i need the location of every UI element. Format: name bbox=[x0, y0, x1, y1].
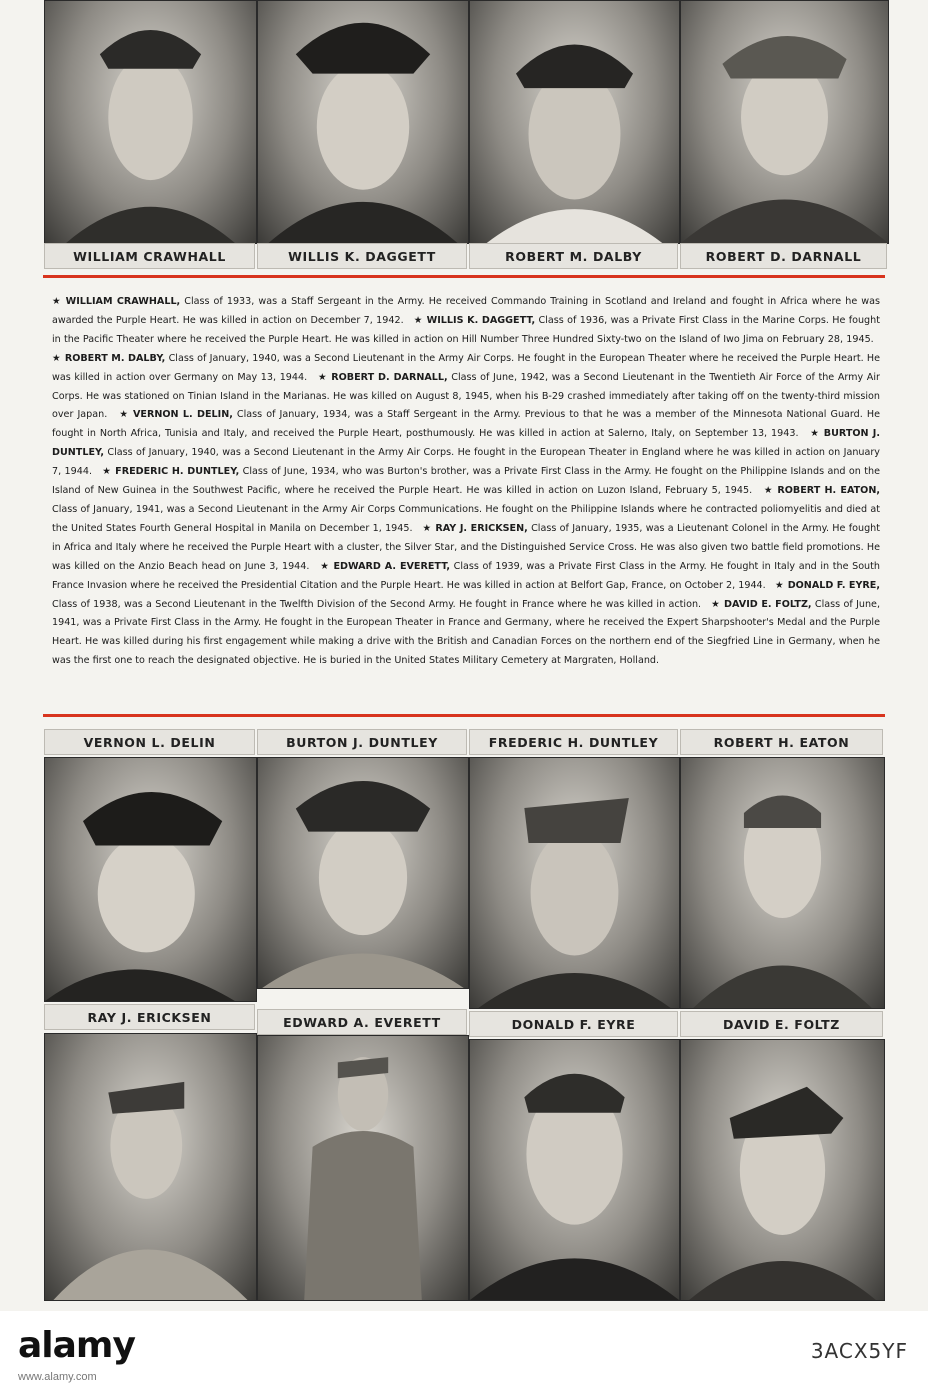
image-code: 3ACX5YF bbox=[810, 1339, 908, 1363]
divider-rule bbox=[43, 714, 885, 717]
portrait-photo bbox=[257, 757, 469, 989]
star-icon: ★ bbox=[102, 466, 112, 478]
portrait-caption: DONALD F. EYRE bbox=[469, 1011, 678, 1037]
stock-logo: alamy bbox=[18, 1325, 135, 1366]
bio-text: Class of 1936, was a Private First Class in the Marine Corps. He fought in the Pacific Theater where he received the Purple Heart. He was killed in action on Hill Number Three Hundred Sixty-two on the Island of Iwo Jima on February 28, 1945. bbox=[52, 314, 880, 345]
bio-text: Class of January, 1940, was a Second Lieutenant in the Army Air Corps. He fought in the European Theater in England where he was killed in action on January 7, 1944. bbox=[52, 447, 880, 478]
stock-url: www.alamy.com bbox=[18, 1371, 97, 1383]
portrait-photo bbox=[257, 0, 469, 244]
portrait-photo bbox=[680, 757, 885, 1009]
bio-text: Class of January, 1935, was a Lieutenant Colonel in the Army. He fought in Africa and Italy where he received the Purple Heart with a cluster, the Silver Star, and the Distinguished Service Cross. He was also given two battle field promotions. He was killed on the Anzio Beach head on June 3, 1944. bbox=[52, 522, 881, 572]
portrait-photo bbox=[44, 1033, 257, 1301]
portrait-caption: ROBERT D. DARNALL bbox=[680, 243, 887, 269]
bio-text: Class of 1933, was a Staff Sergeant in the Army. He received Commando Training in Scotland and Ireland and fought in Africa where he was awarded the Purple Heart. He was killed in action on December 7, 1942. bbox=[52, 296, 880, 326]
star-icon: ★ bbox=[52, 352, 61, 364]
bio-text: Class of June, 1941, was a Private First Class in the Army. He fought in the European Theater in France and Germany, where he received the Expert Sharpshooter's Medal and the Purple Heart. He was killed during his first engagement while making a drive with the British and Canadian Forces on the northern end of the Siegfried Line in Germany, when he was the first one to reach the designated objective. He is buried in the United States Military Cemetery at Margraten, Holland. bbox=[52, 598, 881, 667]
portrait-photo bbox=[44, 757, 257, 1002]
bio-name: WILLIS K. DAGGETT, bbox=[426, 314, 536, 326]
bio-name: WILLIAM CRAWHALL, bbox=[65, 296, 181, 307]
divider-rule bbox=[43, 275, 885, 278]
bio-text: Class of 1939, was a Private First Class in the Army. He fought in Italy and in the South France Invasion where he received the Presidential Citation and the Purple Heart. He was killed in action at Belfort Gap, France, on October 2, 1944. bbox=[52, 560, 880, 591]
bio-entry bbox=[52, 409, 880, 439]
star-icon: ★ bbox=[763, 485, 774, 497]
portrait-caption: RAY J. ERICKSEN bbox=[44, 1004, 255, 1030]
bio-text: Class of June, 1942, was a Second Lieutenant in the Twentieth Air Force of the Army Air Corps. He was stationed on Tinian Island in the Marianas. He was killed on August 8, 1945, when his B-29 crashed immediately after taking off on the twenty-third mission over Japan. bbox=[52, 371, 880, 421]
bio-name: BURTON J. DUNTLEY, bbox=[52, 428, 880, 459]
portrait-caption: BURTON J. DUNTLEY bbox=[257, 729, 467, 755]
bio-name: EDWARD A. EVERETT, bbox=[333, 560, 451, 572]
star-icon: ★ bbox=[422, 522, 432, 534]
portrait-photo bbox=[44, 0, 257, 244]
star-icon: ★ bbox=[119, 409, 129, 421]
portrait-caption: WILLIS K. DAGGETT bbox=[257, 243, 467, 269]
portrait-photo bbox=[469, 0, 680, 244]
portrait-photo bbox=[469, 757, 680, 1009]
bio-name: ROBERT H. EATON, bbox=[777, 485, 880, 497]
bio-text: Class of January, 1934, was a Staff Sergeant in the Army. Previous to that he was a member of the Minnesota National Guard. He fought in North Africa, Tunisia and Italy, and received the Purple Heart, posthumously. He was killed in action at Salerno, Italy, on September 13, 1943. bbox=[52, 409, 880, 440]
bio-text: Class of January, 1941, was a Second Lieutenant in the Army Air Corps Communications. He fought on the Philippine Islands where he contracted poliomyelitis and died at the United States Fourth General Hospital in Manila on December 1, 1945. bbox=[52, 503, 880, 534]
bio-text: Class of January, 1940, was a Second Lieutenant in the Army Air Corps. He fought in the European Theater where he received the Purple Heart. He was killed in action over Germany on May 13, 1944. bbox=[52, 352, 881, 383]
portrait-photo bbox=[680, 1039, 885, 1301]
portrait-photo bbox=[257, 1035, 469, 1301]
portrait-caption: VERNON L. DELIN bbox=[44, 729, 255, 755]
star-icon: ★ bbox=[413, 314, 423, 326]
portrait-caption: ROBERT H. EATON bbox=[680, 729, 883, 755]
portrait-photo bbox=[680, 0, 889, 244]
bio-name: ROBERT M. DALBY, bbox=[64, 352, 166, 364]
bio-name: VERNON L. DELIN, bbox=[133, 409, 233, 421]
portrait-caption: FREDERIC H. DUNTLEY bbox=[469, 729, 678, 755]
bio-text: Class of June, 1934, who was Burton's brother, was a Private First Class in the Army. He fought on the Philippine Islands and on the Island of New Guinea in the Southwest Pacific, where he received the Purple Heart. He was killed in action on Luzon Island, February 5, 1945. bbox=[52, 466, 880, 497]
portrait-caption: ROBERT M. DALBY bbox=[469, 243, 678, 269]
star-icon: ★ bbox=[711, 598, 721, 610]
star-icon: ★ bbox=[775, 579, 784, 591]
bio-name: DAVID E. FOLTZ, bbox=[724, 598, 812, 610]
stock-footer bbox=[0, 1311, 928, 1390]
bio-text: Class of 1938, was a Second Lieutenant in the Twelfth Division of the Second Army. He fought in France where he was killed in action. bbox=[52, 598, 702, 610]
star-icon: ★ bbox=[318, 371, 328, 383]
portrait-caption: DAVID E. FOLTZ bbox=[680, 1011, 883, 1037]
bio-name: FREDERIC H. DUNTLEY, bbox=[115, 466, 240, 478]
portrait-photo bbox=[469, 1039, 680, 1301]
bio-name: DONALD F. EYRE, bbox=[787, 579, 880, 591]
star-icon: ★ bbox=[320, 560, 330, 572]
bio-name: ROBERT D. DARNALL, bbox=[331, 371, 448, 383]
portrait-caption: WILLIAM CRAWHALL bbox=[44, 243, 255, 269]
star-icon: ★ bbox=[52, 296, 62, 307]
portrait-caption: EDWARD A. EVERETT bbox=[257, 1009, 467, 1035]
bio-name: RAY J. ERICKSEN, bbox=[435, 522, 528, 534]
biography-text bbox=[52, 293, 880, 671]
bio-entry bbox=[52, 466, 880, 496]
star-icon: ★ bbox=[810, 428, 820, 440]
